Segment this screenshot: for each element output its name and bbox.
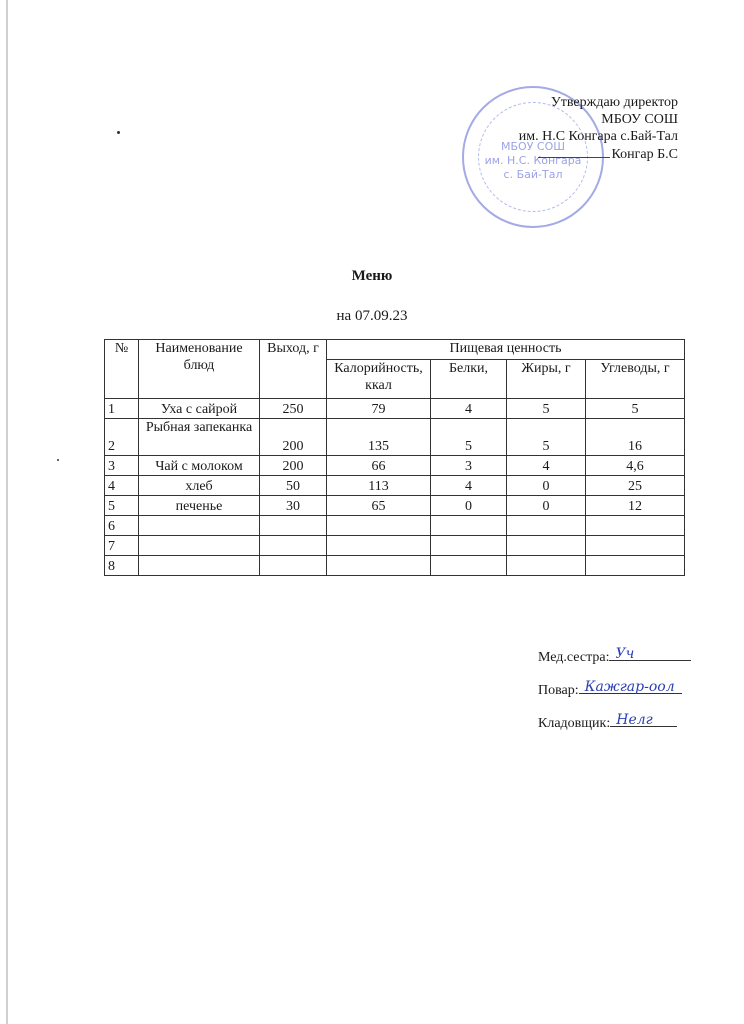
cell-protein [431, 516, 507, 536]
document-date: на 07.09.23 [336, 308, 408, 324]
cell-carbs [586, 556, 685, 576]
cell-fat: 5 [507, 419, 586, 456]
header-protein: Белки, [431, 360, 507, 399]
cell-name: печенье [139, 496, 260, 516]
header-carbs: Углеводы, г [586, 360, 685, 399]
cell-fat: 4 [507, 456, 586, 476]
table-row [105, 516, 685, 536]
cell-calories [327, 516, 431, 536]
cell-carbs: 5 [586, 399, 685, 419]
storekeeper-label: Кладовщик: [538, 716, 611, 731]
signature-cook [538, 679, 682, 699]
cell-num: 4 [105, 476, 139, 496]
cell-fat [507, 516, 586, 536]
header-yield: Выход, г [260, 340, 327, 399]
table-header-row [105, 340, 685, 360]
cell-num: 1 [105, 399, 139, 419]
cell-protein: 3 [431, 456, 507, 476]
cook-signature: Кажгар-оол [584, 679, 675, 695]
cell-fat: 5 [507, 399, 586, 419]
cell-fat [507, 536, 586, 556]
cell-carbs: 4,6 [586, 456, 685, 476]
menu-table [104, 339, 685, 576]
cell-carbs: 25 [586, 476, 685, 496]
cell-fat: 0 [507, 476, 586, 496]
cell-fat [507, 556, 586, 576]
cell-num: 6 [105, 516, 139, 536]
header-nutrition-group: Пищевая ценность [327, 340, 685, 360]
cell-calories: 65 [327, 496, 431, 516]
cell-fat: 0 [507, 496, 586, 516]
cell-name [139, 536, 260, 556]
cell-num: 2 [105, 419, 139, 456]
cell-name: Уха с сайрой [139, 399, 260, 419]
table-row [105, 536, 685, 556]
header-num: № [105, 340, 139, 399]
cell-yield: 30 [260, 496, 327, 516]
stamp-text: с. Бай-Тал [503, 168, 563, 181]
cell-name [139, 556, 260, 576]
cell-name: хлеб [139, 476, 260, 496]
cell-num: 8 [105, 556, 139, 576]
cell-yield [260, 536, 327, 556]
cell-yield: 250 [260, 399, 327, 419]
signature-nurse [538, 646, 691, 666]
header-fat: Жиры, г [507, 360, 586, 399]
cell-num: 5 [105, 496, 139, 516]
storekeeper-signature-line [610, 712, 677, 727]
nurse-signature-line [609, 646, 691, 661]
nurse-label: Мед.сестра: [538, 650, 610, 665]
table-row [105, 496, 685, 516]
cell-name [139, 516, 260, 536]
cell-yield [260, 516, 327, 536]
director-signature-line [538, 145, 610, 158]
cell-yield [260, 556, 327, 576]
cell-name: Чай с молоком [139, 456, 260, 476]
cell-carbs: 12 [586, 496, 685, 516]
stamp-text: МБОУ СОШ [501, 140, 565, 153]
cell-yield: 200 [260, 419, 327, 456]
cell-num: 3 [105, 456, 139, 476]
table-row [105, 399, 685, 419]
cell-protein: 0 [431, 496, 507, 516]
approval-line: МБОУ СОШ [601, 112, 678, 127]
cell-carbs [586, 536, 685, 556]
approval-line: им. Н.С Конгара с.Бай-Тал [518, 129, 678, 144]
cell-calories: 113 [327, 476, 431, 496]
scan-speck [57, 459, 59, 461]
cell-carbs: 16 [586, 419, 685, 456]
cell-calories [327, 556, 431, 576]
cell-protein: 4 [431, 476, 507, 496]
header-calories: Калорийность, ккал [327, 360, 431, 399]
cell-calories: 66 [327, 456, 431, 476]
cook-label: Повар: [538, 683, 579, 698]
stamp-text: им. Н.С. Конгара [484, 154, 582, 167]
cell-protein: 4 [431, 399, 507, 419]
cell-carbs [586, 516, 685, 536]
cell-yield: 50 [260, 476, 327, 496]
header-name: Наименование блюд [139, 340, 260, 399]
director-name: Конгар Б.С [611, 147, 678, 162]
table-row [105, 456, 685, 476]
cell-yield: 200 [260, 456, 327, 476]
table-row [105, 419, 685, 456]
table-row [105, 476, 685, 496]
table-row [105, 556, 685, 576]
document-title: Меню [351, 268, 393, 284]
cell-num: 7 [105, 536, 139, 556]
nurse-signature: Уч [615, 646, 635, 662]
cell-calories [327, 536, 431, 556]
cook-signature-line [579, 679, 682, 694]
storekeeper-signature: Нелг [616, 712, 653, 728]
approval-line: Утверждаю директор [550, 95, 678, 110]
cell-protein [431, 556, 507, 576]
cell-calories: 135 [327, 419, 431, 456]
approval-block [519, 94, 678, 163]
cell-name: Рыбная запеканка [139, 419, 260, 456]
cell-protein [431, 536, 507, 556]
scan-edge [6, 0, 8, 1024]
cell-calories: 79 [327, 399, 431, 419]
scan-speck [117, 131, 120, 134]
approval-director-line [519, 145, 678, 163]
cell-protein: 5 [431, 419, 507, 456]
signature-storekeeper [538, 712, 677, 732]
